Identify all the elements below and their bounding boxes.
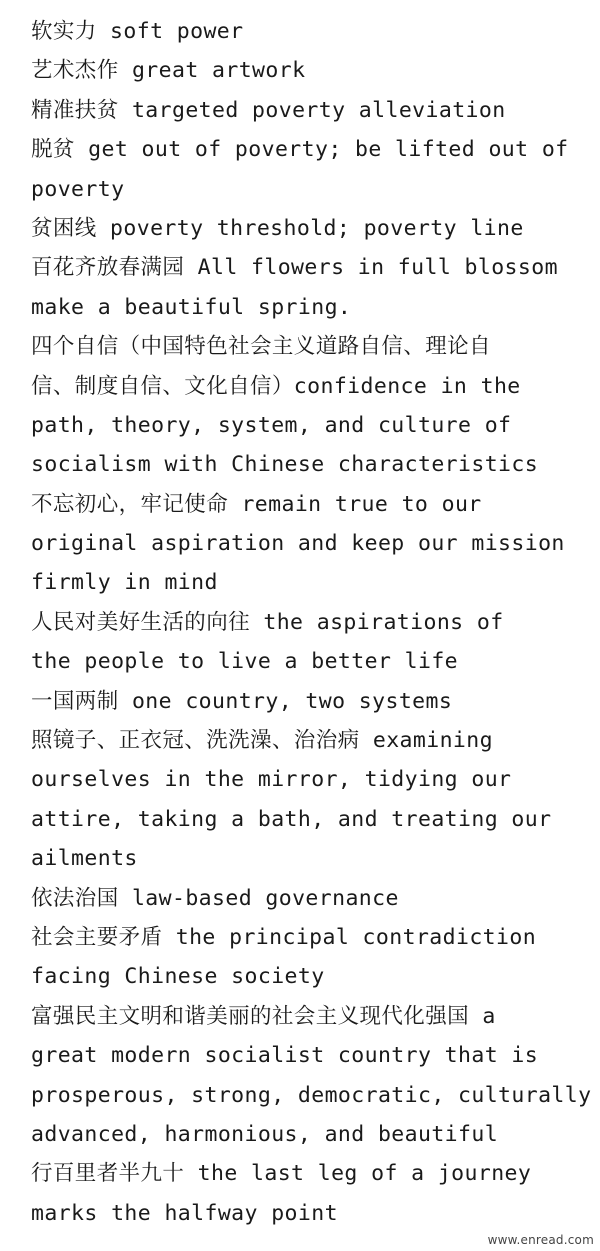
text-line: 依法治国 law-based governance	[31, 885, 399, 911]
text-line: socialism with Chinese characteristics	[31, 452, 539, 478]
text-line: prosperous, strong, democratic, culturally	[31, 1082, 592, 1108]
text-line: 艺术杰作 great artwork	[31, 58, 306, 84]
text-line: 贫困线 poverty threshold; poverty line	[31, 215, 524, 241]
text-line: ourselves in the mirror, tidying our	[31, 767, 512, 793]
text-line: 软实力 soft power	[31, 19, 244, 44]
text-line: advanced, harmonious, and beautiful	[31, 1121, 499, 1147]
text-line: 不忘初心，牢记使命 remain true to our	[31, 491, 482, 517]
text-line: attire, taking a bath, and treating our	[31, 806, 552, 832]
text-line: 社会主要矛盾 the principal contradiction	[31, 924, 537, 950]
glossary-text	[31, 12, 597, 1233]
text-line: make a beautiful spring.	[31, 294, 352, 320]
site-watermark: www.enread.com	[487, 1233, 594, 1247]
text-line: 脱贫 get out of poverty; be lifted out of	[31, 137, 569, 163]
text-line: 四个自信（中国特色社会主义道路自信、理论自	[31, 334, 491, 360]
text-line: facing Chinese society	[31, 964, 325, 990]
text-line: 一国两制 one country, two systems	[31, 688, 453, 714]
text-line: 行百里者半九十 the last leg of a journey	[31, 1161, 532, 1187]
text-line: 百花齐放春满园 All flowers in full blossom	[31, 255, 558, 281]
text-line: poverty	[31, 176, 125, 202]
text-line: marks the halfway point	[31, 1200, 338, 1226]
text-line: 精准扶贫 targeted poverty alleviation	[31, 97, 506, 123]
text-line: 人民对美好生活的向往 the aspirations of	[31, 609, 504, 635]
text-line: 信、制度自信、文化自信）confidence in the	[31, 373, 521, 399]
text-line: path, theory, system, and culture of	[31, 412, 512, 438]
text-line: firmly in mind	[31, 570, 218, 596]
text-line: original aspiration and keep our mission	[31, 531, 565, 557]
text-line: 富强民主文明和谐美丽的社会主义现代化强国 a	[31, 1003, 496, 1029]
text-line: 照镜子、正衣冠、洗洗澡、治治病 examining	[31, 728, 493, 754]
text-line: the people to live a better life	[31, 649, 459, 675]
text-line: great modern socialist country that is	[31, 1043, 539, 1069]
text-line: ailments	[31, 846, 138, 872]
